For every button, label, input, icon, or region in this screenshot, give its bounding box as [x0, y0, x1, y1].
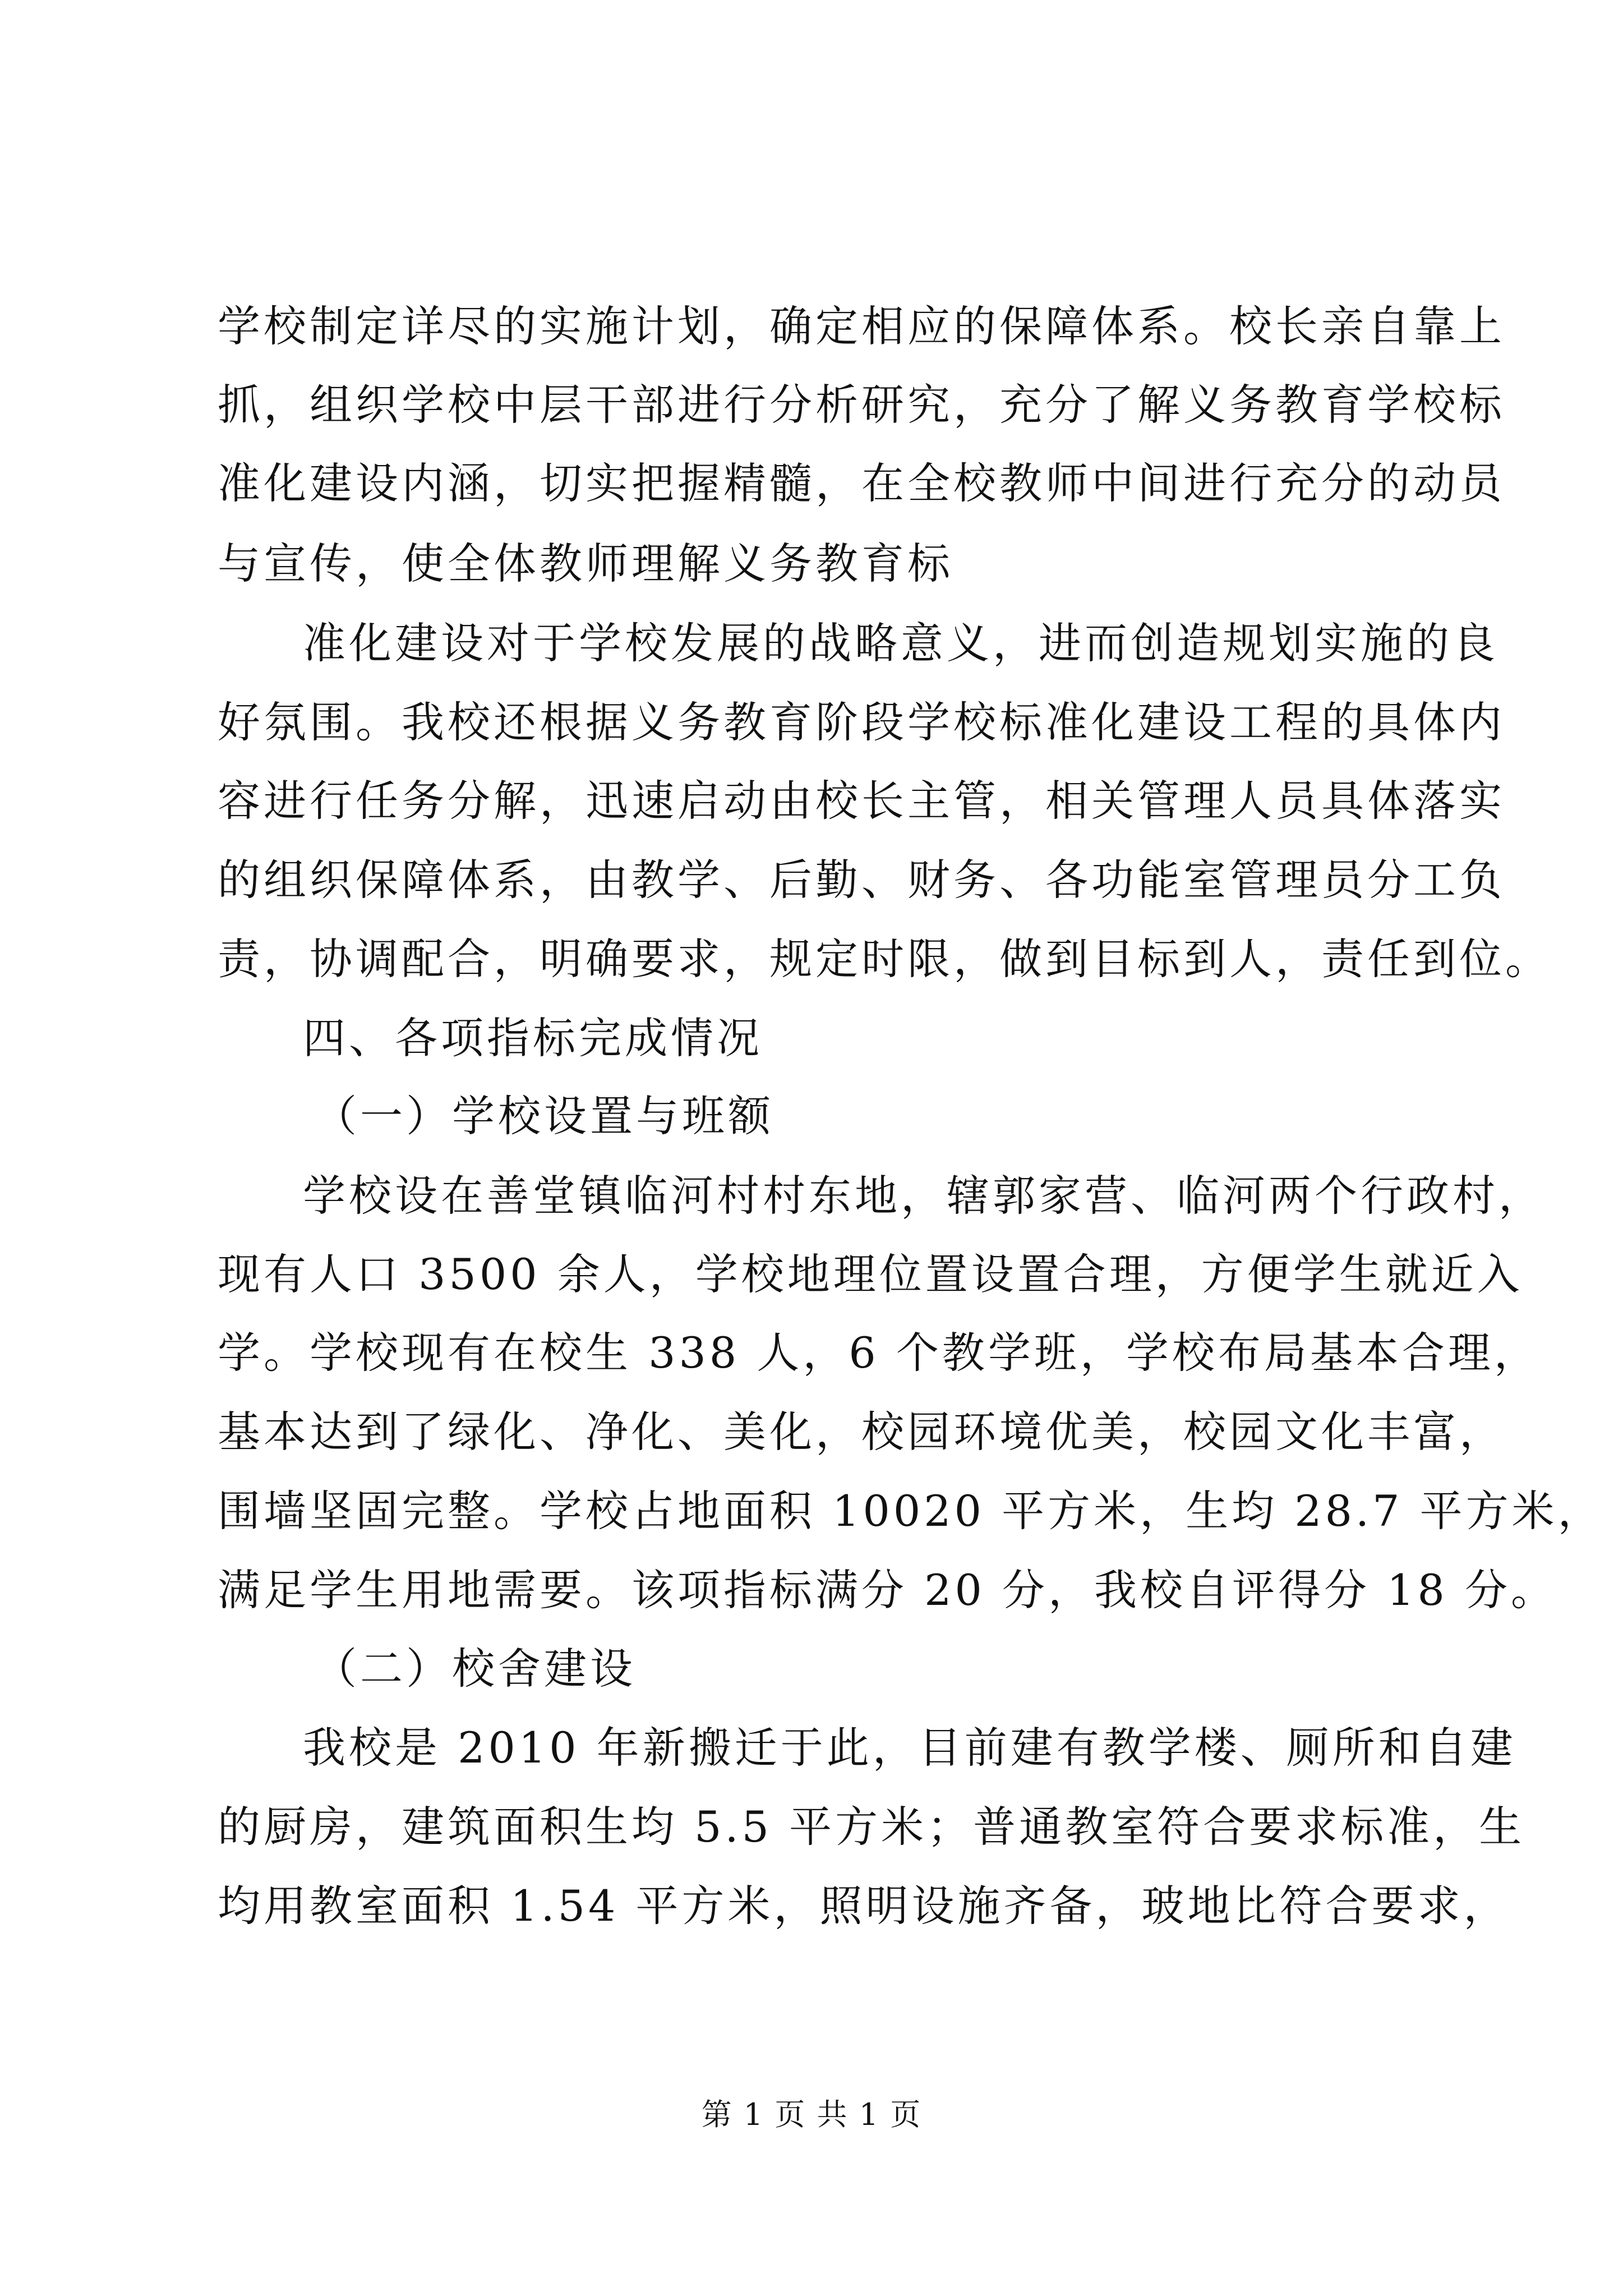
- text-line-14: 学。学校现有在校生 338 人，6 个教学班，学校布局基本合理，: [218, 1328, 1540, 1378]
- paragraph-start-line: 学校设在善堂镇临河村村东地，辖郭家营、临河两个行政村，: [303, 1171, 1544, 1221]
- text-line-7: 容进行任务分解，迅速启动由校长主管，相关管理人员具体落实: [218, 776, 1505, 826]
- text-line-6: 好氛围。我校还根据义务教育阶段学校标准化建设工程的具体内: [218, 697, 1505, 747]
- paragraph-start-line: 准化建设对于学校发展的战略意义，进而创造规划实施的良: [303, 618, 1498, 668]
- text-line-16: 围墙坚固完整。学校占地面积 10020 平方米，生均 28.7 平方米，: [218, 1486, 1604, 1536]
- text-line-15: 基本达到了绿化、净化、美化，校园环境优美，校园文化丰富，: [218, 1407, 1505, 1457]
- text-line-1: 学校制定详尽的实施计划，确定相应的保障体系。校长亲自靠上: [218, 301, 1505, 351]
- subsection-heading-1: （一）学校设置与班额: [314, 1091, 774, 1141]
- subsection-heading-2: （二）校舍建设: [314, 1644, 636, 1694]
- section-heading: 四、各项指标完成情况: [303, 1013, 763, 1063]
- text-line-8: 的组织保障体系，由教学、后勤、财务、各功能室管理员分工负: [218, 855, 1505, 905]
- text-line-4: 与宣传，使全体教师理解义务教育标: [218, 539, 953, 588]
- text-line-21: 均用教室面积 1.54 平方米，照明设施齐备，玻地比符合要求，: [218, 1881, 1510, 1931]
- text-line-9: 责，协调配合，明确要求，规定时限，做到目标到人，责任到位。: [218, 934, 1551, 984]
- text-line-13: 现有人口 3500 余人，学校地理位置设置合理，方便学生就近入: [218, 1249, 1523, 1299]
- page-footer: 第 1 页 共 1 页: [701, 2097, 922, 2132]
- paragraph-start-line: 我校是 2010 年新搬迁于此，目前建有教学楼、厕所和自建: [303, 1723, 1516, 1773]
- text-line-20: 的厨房，建筑面积生均 5.5 平方米；普通教室符合要求标准，生: [218, 1802, 1525, 1852]
- text-line-2: 抓，组织学校中层干部进行分析研究，充分了解义务教育学校标: [218, 380, 1505, 430]
- text-line-17: 满足学生用地需要。该项指标满分 20 分，我校自评得分 18 分。: [218, 1565, 1557, 1615]
- text-line-3: 准化建设内涵，切实把握精髓，在全校教师中间进行充分的动员: [218, 458, 1505, 508]
